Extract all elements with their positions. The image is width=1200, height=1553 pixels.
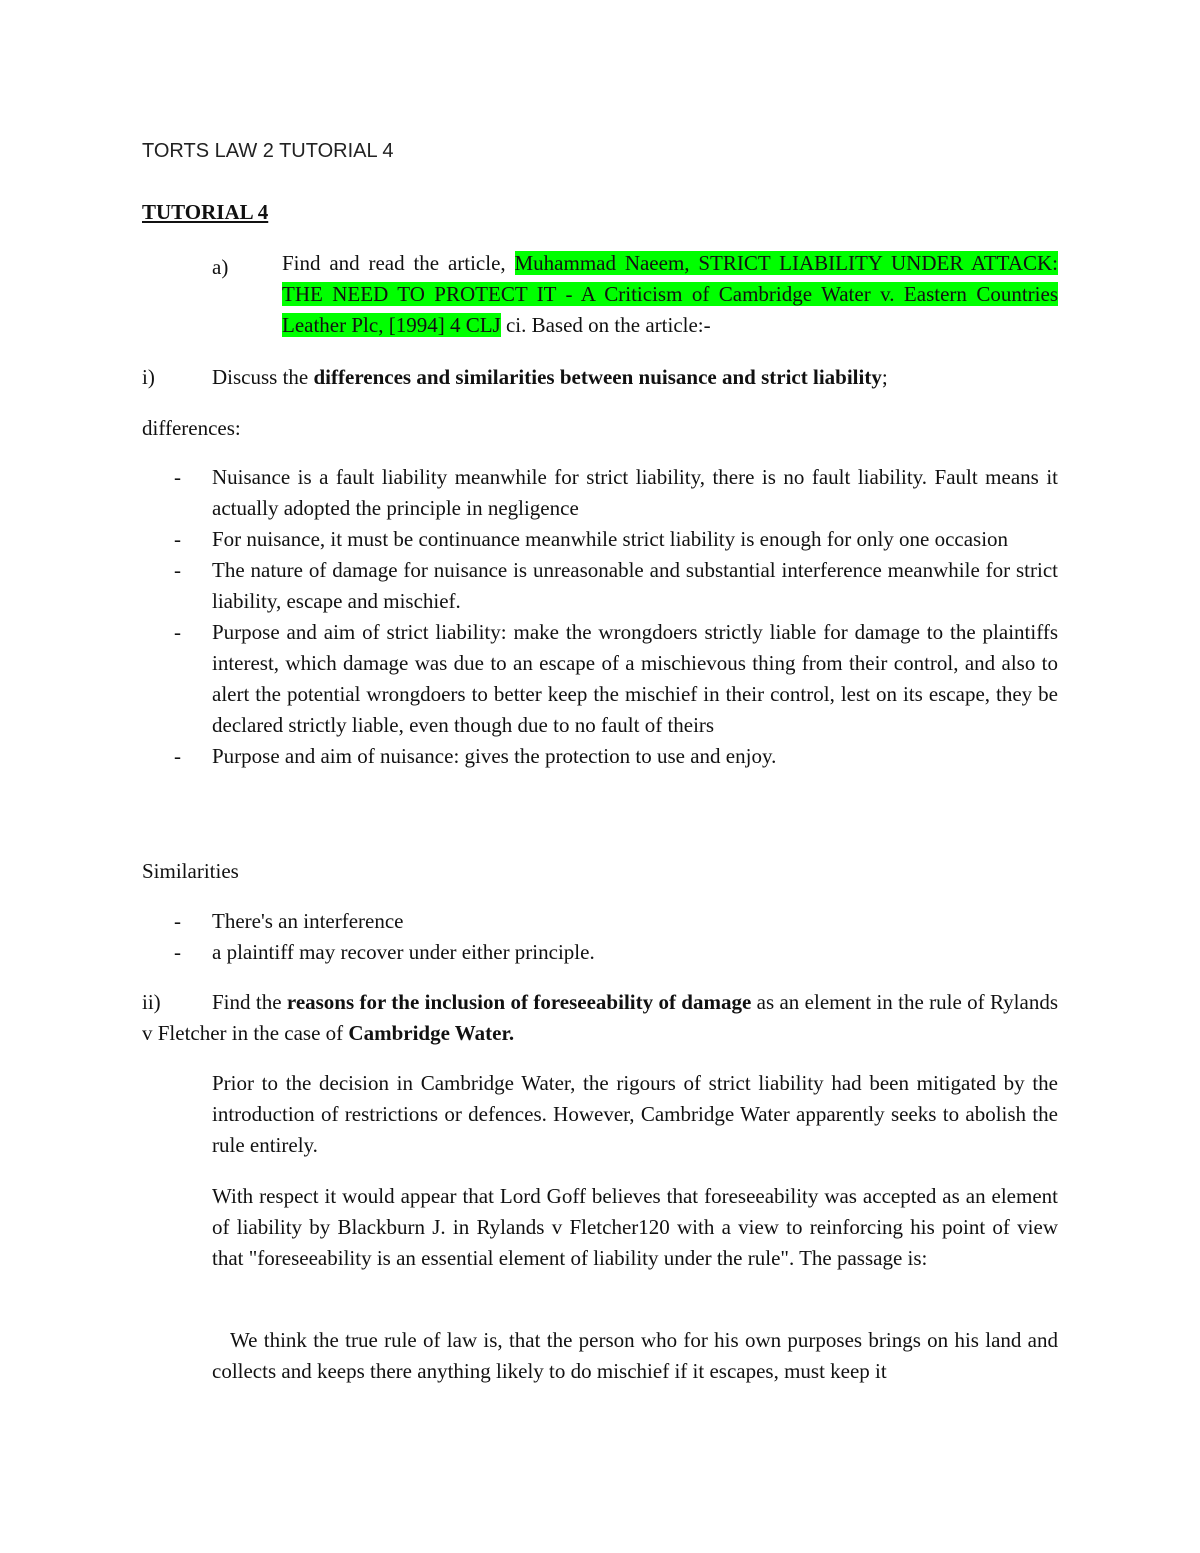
list-item-text: Purpose and aim of nuisance: gives the protection to use and enjoy.	[212, 744, 777, 768]
question-a-marker: a)	[212, 255, 229, 279]
similarities-list	[142, 906, 1058, 968]
article-citation-highlight: Muhammad Naeem, STRICT LIABILITY UNDER ATTACK: THE NEED TO PROTECT IT - A Criticism of Cambridge Water v. Eastern Countries Leather Plc, [1994] 4 CLJ	[282, 251, 1058, 337]
question-ii-pre: Find the	[212, 990, 287, 1014]
list-item	[142, 555, 1058, 617]
list-item-text: There's an interference	[212, 909, 404, 933]
question-i-pre: Discuss the	[212, 365, 314, 389]
dash-marker: -	[174, 940, 181, 964]
dash-marker: -	[174, 620, 181, 644]
question-a-text	[282, 248, 1058, 341]
tutorial-heading: TUTORIAL 4	[142, 200, 269, 224]
list-item-text: Purpose and aim of strict liability: make the wrongdoers strictly liable for damage to the plaintiffs interest, which damage was due to an escape of a mischievous thing from their control, and also to alert the potential wrongdoers to better keep the mischief in their control, lest on its escape, they be declared strictly liable, even though due to no fault of theirs	[212, 620, 1058, 737]
list-item-text: a plaintiff may recover under either principle.	[212, 940, 595, 964]
dash-marker: -	[174, 744, 181, 768]
list-item-text: The nature of damage for nuisance is unreasonable and substantial interference meanwhile for strict liability, escape and mischief.	[212, 558, 1058, 613]
quoted-passage: We think the true rule of law is, that the person who for his own purposes brings on his land and collects and keeps there anything likely to do mischief if it escapes, must keep it	[212, 1328, 1058, 1383]
differences-list	[142, 462, 1058, 772]
dash-marker: -	[174, 527, 181, 551]
answer-paragraph: With respect it would appear that Lord Goff believes that foreseeability was accepted as an element of liability by Blackburn J. in Rylands v Fletcher120 with a view to reinforcing his point of view that "foreseeability is an essential element of liability under the rule". The passage is:	[212, 1184, 1058, 1270]
dash-marker: -	[174, 558, 181, 582]
list-item-text: For nuisance, it must be continuance meanwhile strict liability is enough for only one occasion	[212, 527, 1009, 551]
similarities-label: Similarities	[142, 859, 239, 883]
list-item	[142, 524, 1058, 555]
question-ii-text	[142, 987, 1058, 1049]
question-ii-bold-reasons: reasons for the inclusion of foreseeability of damage	[286, 990, 752, 1014]
dash-marker: -	[174, 465, 181, 489]
differences-label: differences:	[142, 416, 241, 440]
question-i-text	[212, 362, 1058, 393]
question-ii-marker: ii)	[142, 990, 161, 1014]
question-i-bold: differences and similarities between nuisance and strict liability	[313, 365, 882, 389]
list-item	[142, 906, 1058, 937]
question-i-marker: i)	[142, 365, 155, 389]
question-a-lead: Find and read the article,	[282, 251, 515, 275]
list-item	[142, 617, 1058, 741]
question-ii-mid: as an element in the rule of Rylands v Fletcher in the case of	[142, 990, 1058, 1045]
question-i-post: ;	[881, 365, 888, 389]
question-a-tail: ci. Based on the article:-	[500, 313, 711, 337]
question-ii-bold-case: Cambridge Water.	[348, 1021, 515, 1045]
document-header: TORTS LAW 2 TUTORIAL 4	[142, 140, 394, 162]
answer-paragraph: Prior to the decision in Cambridge Water, the rigours of strict liability had been mitigated by the introduction of restrictions or defences. However, Cambridge Water apparently seeks to abolish the rule entirely.	[212, 1071, 1058, 1157]
list-item-text: Nuisance is a fault liability meanwhile for strict liability, there is no fault liability. Fault means it actually adopted the principle in negligence	[212, 465, 1058, 520]
dash-marker: -	[174, 909, 181, 933]
list-item	[142, 462, 1058, 524]
list-item	[142, 741, 1058, 772]
list-item	[142, 937, 1058, 968]
